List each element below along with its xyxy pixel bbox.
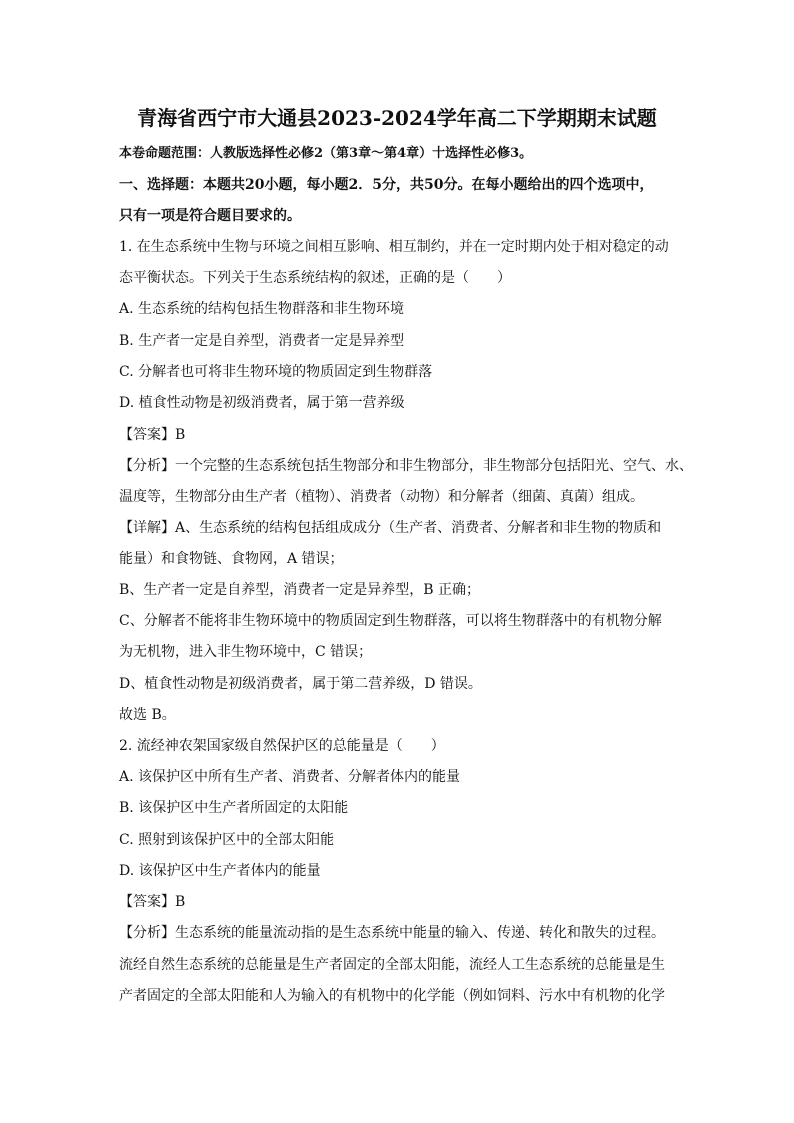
question-1-analysis-line-2: 温度等，生物部分由生产者（植物）、消费者（动物）和分解者（细菌、真菌）组成。 xyxy=(119,489,644,505)
question-2-option-d: D. 该保护区中生产者体内的能量 xyxy=(119,863,321,879)
section-heading-line-1: 一、选择题：本题共20小题，每小题2．5分，共50分。在每小题给出的四个选项中， xyxy=(119,177,654,193)
question-1-detail-line-1: 【详解】A、生态系统的结构包括组成成分（生产者、消费者、分解者和非生物的物质和 xyxy=(119,520,662,536)
question-1-analysis-line-1: 【分析】一个完整的生态系统包括生物部分和非生物部分，非生物部分包括阳光、空气、水、 xyxy=(119,458,693,474)
question-1-option-c: C. 分解者也可将非生物环境的物质固定到生物群落 xyxy=(119,364,433,380)
question-1-stem-line-2: 态平衡状态。下列关于生态系统结构的叙述，正确的是（ ） xyxy=(119,270,511,286)
question-1-option-b: B. 生产者一定是自养型，消费者一定是异养型 xyxy=(119,333,405,349)
question-1-detail-line-2: 能量）和食物链、食物网，A 错误； xyxy=(119,551,344,567)
question-2-analysis-line-3: 产者固定的全部太阳能和人为输入的有机物中的化学能（例如饲料、污水中有机物的化学 xyxy=(119,988,665,1004)
question-1-detail-line-3: B、生产者一定是自养型，消费者一定是异养型，B 正确； xyxy=(119,582,481,598)
question-1-detail-line-4: C、分解者不能将非生物环境中的物质固定到生物群落，可以将生物群落中的有机物分解 xyxy=(119,613,662,629)
question-1-option-a: A. 生态系统的结构包括生物群落和非生物环境 xyxy=(119,301,405,317)
question-2-option-c: C. 照射到该保护区中的全部太阳能 xyxy=(119,832,335,848)
question-2-option-b: B. 该保护区中生产者所固定的太阳能 xyxy=(119,800,349,816)
question-2-analysis-line-1: 【分析】生态系统的能量流动指的是生态系统中能量的输入、传递、转化和散失的过程。 xyxy=(119,925,665,941)
question-2-option-a: A. 该保护区中所有生产者、消费者、分解者体内的能量 xyxy=(119,769,461,785)
page-title: 青海省西宁市大通县2023-2024学年高二下学期期末试题 xyxy=(137,106,657,130)
question-1-detail-line-7: 故选 B。 xyxy=(119,707,176,723)
question-1-detail-line-5: 为无机物，进入非生物环境中，C 错误； xyxy=(119,644,373,660)
question-2-analysis-line-2: 流经自然生态系统的总能量是生产者固定的全部太阳能，流经人工生态系统的总能量是生 xyxy=(119,957,665,973)
question-1-answer: 【答案】B xyxy=(119,427,186,443)
section-heading-line-2: 只有一项是符合题目要求的。 xyxy=(119,208,301,224)
scope-note: 本卷命题范围：人教版选择性必修2（第3章～第4章）十选择性必修3。 xyxy=(119,146,533,161)
question-2-stem-line-1: 2. 流经神农架国家级自然保护区的总能量是（ ） xyxy=(119,738,445,754)
question-1-stem-line-1: 1. 在生态系统中生物与环境之间相互影响、相互制约，并在一定时期内处于相对稳定的动 xyxy=(119,239,669,255)
question-1-detail-line-6: D、植食性动物是初级消费者，属于第二营养级，D 错误。 xyxy=(119,676,482,692)
question-1-option-d: D. 植食性动物是初级消费者，属于第一营养级 xyxy=(119,395,405,411)
question-2-answer: 【答案】B xyxy=(119,894,186,910)
